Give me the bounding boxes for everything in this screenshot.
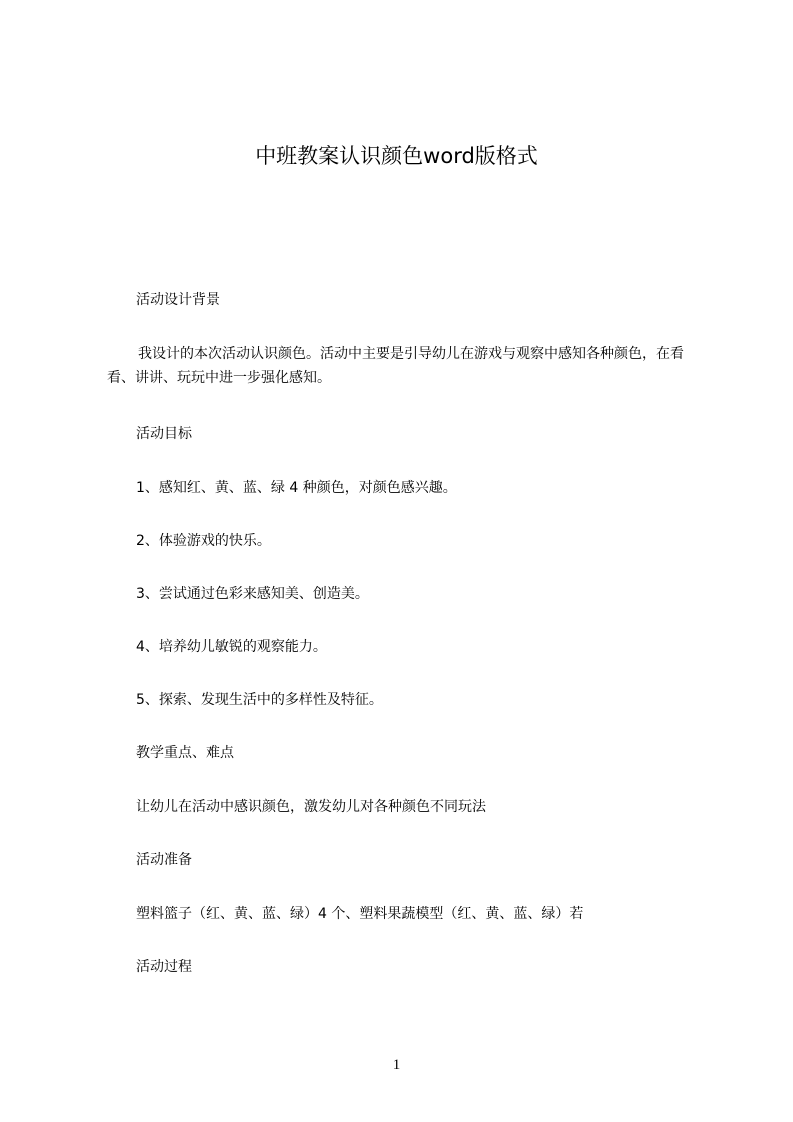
goal-item: 1、感知红、黄、蓝、绿 4 种颜色，对颜色感兴趣。 xyxy=(136,480,457,496)
page-number: 1 xyxy=(392,1057,401,1073)
goal-item: 4、培养幼儿敏锐的观察能力。 xyxy=(136,639,327,655)
key-points-text: 让幼儿在活动中感识颜色，激发幼儿对各种颜色不同玩法 xyxy=(136,799,486,815)
section-heading-background: 活动设计背景 xyxy=(136,292,220,308)
goal-item: 3、尝试通过色彩来感知美、创造美。 xyxy=(136,586,369,602)
background-paragraph: 我设计的本次活动认识颜色。活动中主要是引导幼儿在游戏与观察中感知各种颜色，在看看、讲讲、玩玩中进一步强化感知。 xyxy=(107,346,684,386)
section-heading-process: 活动过程 xyxy=(136,959,192,975)
goal-item: 2、体验游戏的快乐。 xyxy=(136,533,271,549)
section-heading-key-points: 教学重点、难点 xyxy=(136,745,234,761)
section-heading-goals: 活动目标 xyxy=(136,426,192,442)
page-title: 中班教案认识颜色word版格式 xyxy=(255,144,538,168)
goal-item: 5、探索、发现生活中的多样性及特征。 xyxy=(136,692,383,708)
preparation-text: 塑料篮子（红、黄、蓝、绿）4 个、塑料果蔬模型（红、黄、蓝、绿）若 xyxy=(136,906,584,922)
section-heading-preparation: 活动准备 xyxy=(136,852,192,868)
